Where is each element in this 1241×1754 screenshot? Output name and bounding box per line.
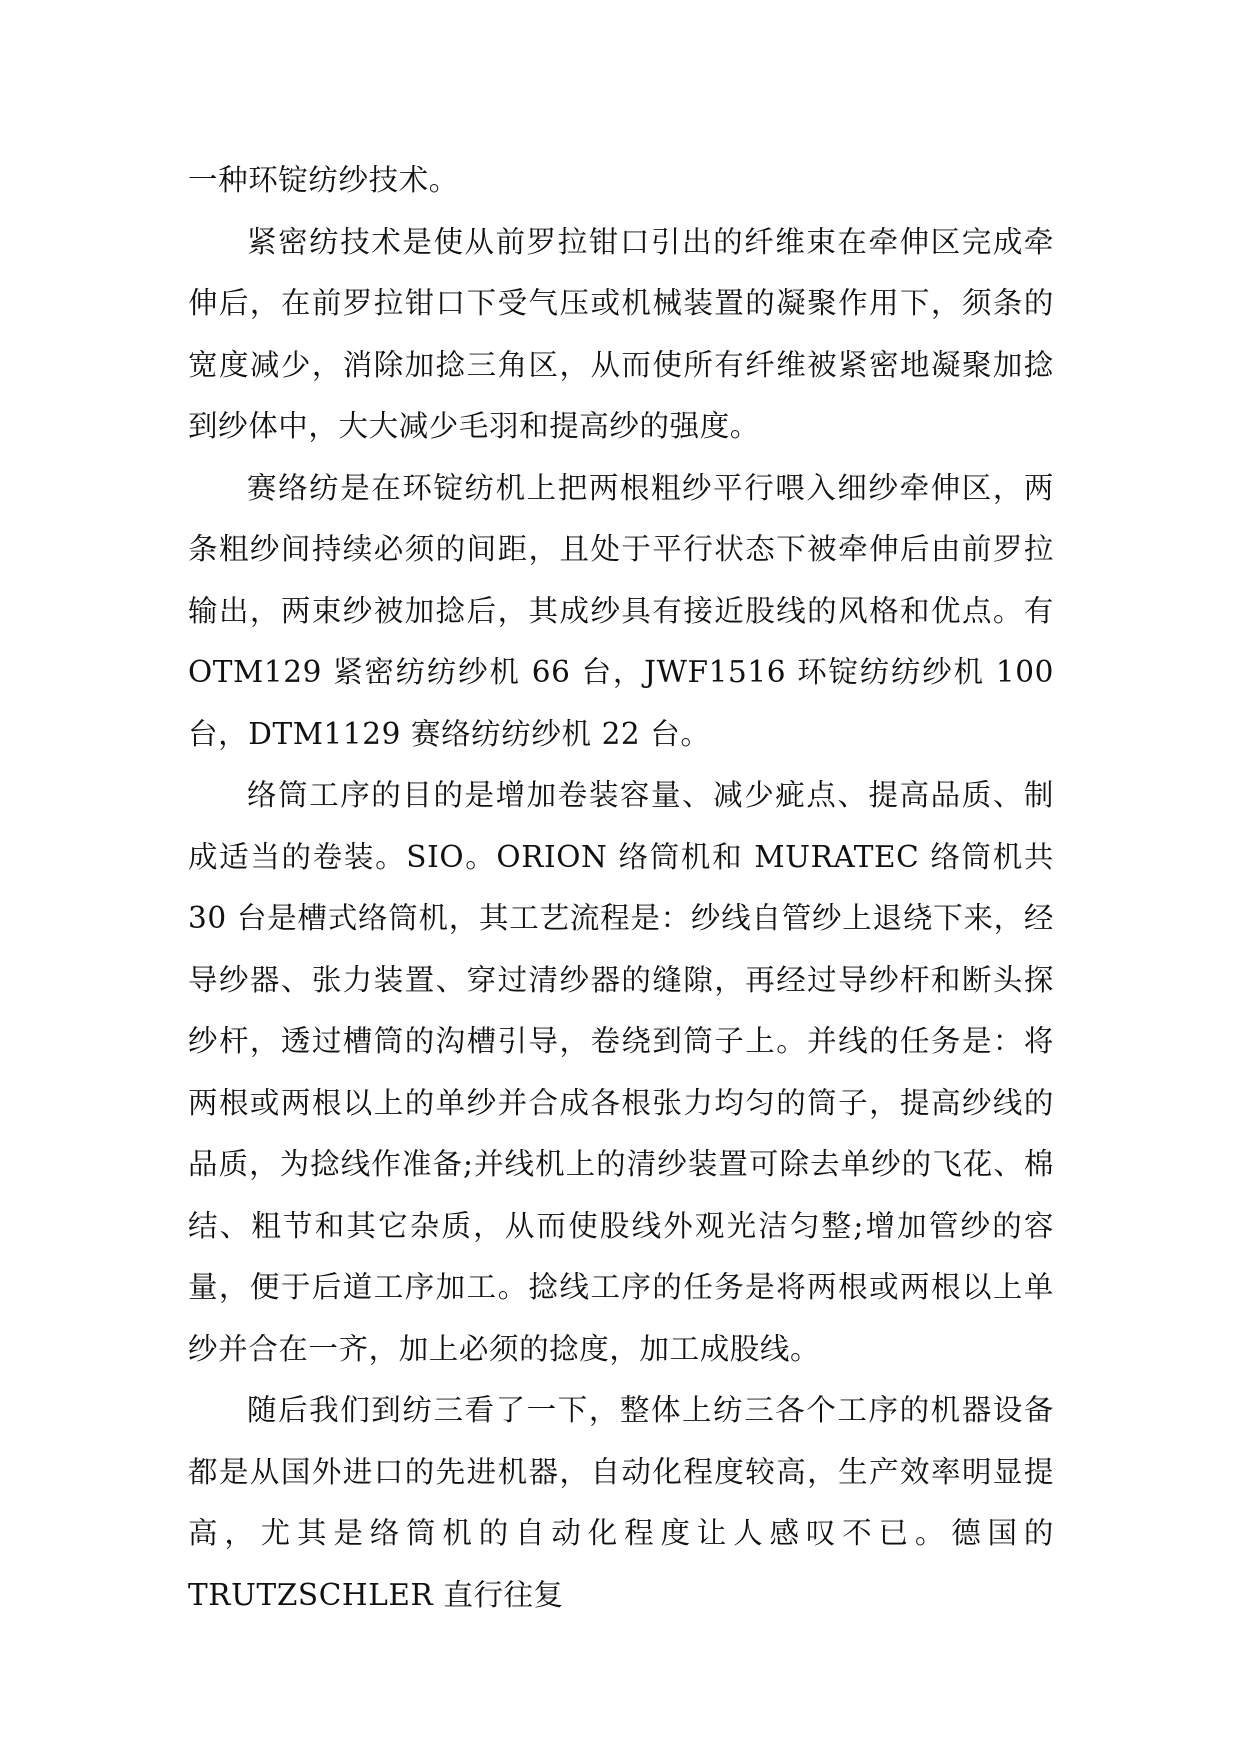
paragraph-siro-spinning: 赛络纺是在环锭纺机上把两根粗纱平行喂入细纱牵伸区，两条粗纱间持续必须的间距，且处于平行状态下被牵伸后由前罗拉输出，两束纱被加捻后，其成纱具有接近股线的风格和优点。有 OTM129 紧密纺纺纱机 66 台，JWF1516 环锭纺纺纱机 100 台，DTM1129 赛络纺纺纱机 22 台。 (188, 470, 1054, 751)
paragraph-compact-spinning: 紧密纺技术是使从前罗拉钳口引出的纤维束在牵伸区完成牵伸后，在前罗拉钳口下受气压或机械装置的凝聚作用下，须条的宽度减少，消除加捻三角区，从而使所有纤维被紧密地凝聚加捻到纱体中，大大减少毛羽和提高纱的强度。 (188, 224, 1054, 443)
paragraph-visit-spinning-three: 随后我们到纺三看了一下，整体上纺三各个工序的机器设备都是从国外进口的先进机器，自动化程度较高，生产效率明显提高，尤其是络筒机的自动化程度让人感叹不已。德国的 TRUTZSCHLER 直行往复 (188, 1393, 1054, 1612)
paragraph-continuation: 一种环锭纺纱技术。 (188, 163, 459, 197)
body-text (188, 150, 1054, 1626)
paragraph-winding-process: 络筒工序的目的是增加卷装容量、减少疵点、提高品质、制成适当的卷装。SIO。ORION 络筒机和 MURATEC 络筒机共 30 台是槽式络筒机，其工艺流程是：纱线自管纱上退绕下来，经导纱器、张力装置、穿过清纱器的缝隙，再经过导纱杆和断头探纱杆，透过槽筒的沟槽引导，卷绕到筒子上。并线的任务是：将两根或两根以上的单纱并合成各根张力均匀的筒子，提高纱线的品质，为捻线作准备;并线机上的清纱装置可除去单纱的飞花、棉结、粗节和其它杂质，从而使股线外观光洁匀整;增加管纱的容量，便于后道工序加工。捻线工序的任务是将两根或两根以上单纱并合在一齐，加上必须的捻度，加工成股线。 (188, 778, 1054, 1366)
